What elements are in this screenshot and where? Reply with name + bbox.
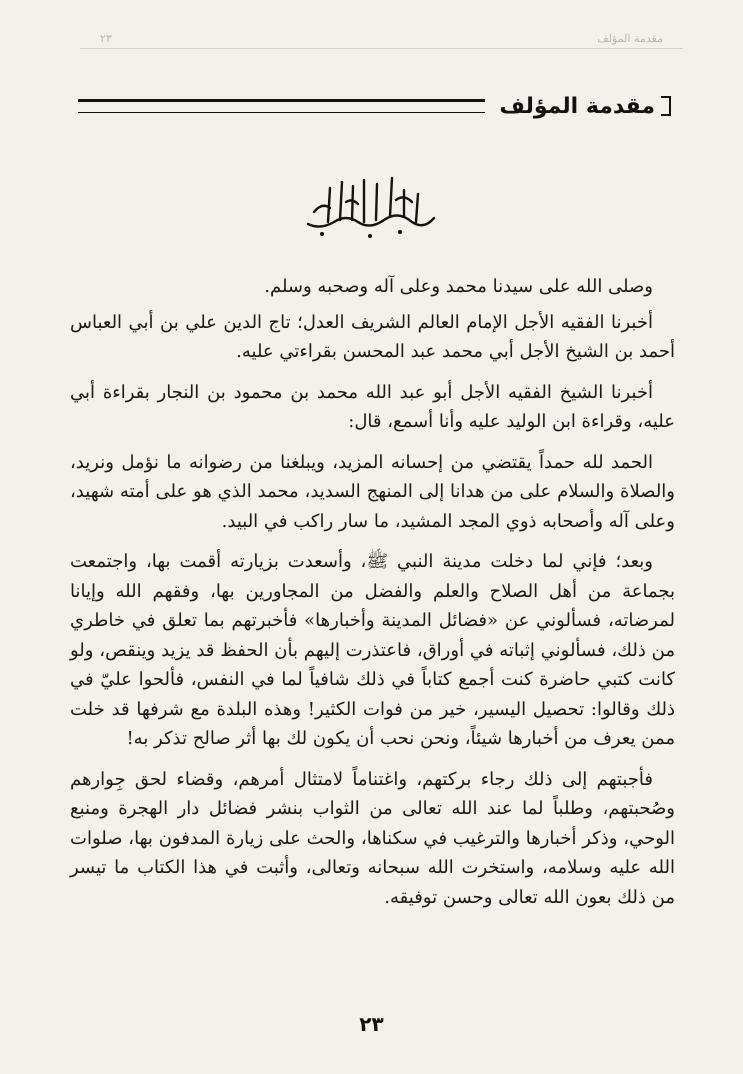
running-header-title: مقدمة المؤلف bbox=[597, 32, 663, 45]
paragraph: أخبرنا الفقيه الأجل الإمام العالم الشريف العدل؛ تاج الدين علي بن أبي العباس أحمد بن الشيخ الأجل أبي محمد عبد المحسن بقراءتي عليه. bbox=[70, 311, 675, 362]
paragraph: وصلى الله على سيدنا محمد وعلى آله وصحبه وسلم. bbox=[264, 276, 653, 297]
heading-ornament-icon bbox=[661, 96, 671, 116]
heading-rule bbox=[78, 99, 485, 113]
chapter-heading bbox=[78, 88, 671, 124]
chapter-title: مقدمة المؤلف bbox=[499, 93, 655, 119]
paragraph: فأجبتهم إلى ذلك رجاء بركتهم، واغتناماً لامتثال أمرهم، وقضاء لحق جِوارهم وصُحبتهم، وطلباً لما عند الله تعالى من الثواب بنشر فضائل دار الهجرة ومنبع الوحي، وذكر أخبارها والترغيب في سكناها، والحث على زيارة المدفون بها، صلوات الله عليه وسلامه، واستخرت الله سبحانه وتعالى، وأثبت في هذا الكتاب ما تيسر من ذلك بعون الله تعالى وحسن توفيقه. bbox=[70, 768, 675, 908]
page-number: ٢٣ bbox=[359, 1012, 384, 1036]
paragraph: وبعد؛ فإني لما دخلت مدينة النبي ﷺ، وأسعدت بزيارته أقمت بها، واجتمعت بجماعة من أهل الصلاح والعلم والفضل من المجاورين بها، وفقهم الله وإيانا لمرضاته، فسألوني عن «فضائل المدينة وأخبارها» فأخبرتهم بما تعلق في خاطري من ذلك، فسألوني إثباته في أوراق، فاعتذرت إليهم بأن الحفظ قد يزيد وينقص، ولو كانت كتبي حاضرة كنت أجمع كتاباً في ذلك شافياً لما في النفس، فألحوا عليّ في ذلك وقالوا: تحصيل اليسير، خير من فوات الكثير! وهذه البلدة مع شرفها قد خلت ممن يعرف من أخبارها شيئاً، ونحن نحب أن يكون لك بها أثر صالح تذكر به! bbox=[70, 551, 676, 749]
paragraph: أخبرنا الشيخ الفقيه الأجل أبو عبد الله محمد بن محمود بن النجار بقراءة أبي عليه، وقراءة ابن الوليد عليه وأنا أسمع، قال: bbox=[70, 381, 675, 432]
running-header-page: ٢٣ bbox=[100, 32, 112, 45]
paragraph: الحمد لله حمداً يقتضي من إحسانه المزيد، ويبلغنا من رضوانه ما نؤمل ونريد، والصلاة والسلام على من هدانا إلى المنهج السديد، محمد الذي هو على أمته شهيد، وعلى آله وأصحابه ذوي المجد المشيد، ما سار راكب في البيد. bbox=[70, 451, 675, 532]
running-header bbox=[80, 28, 683, 49]
basmala-calligraphy-icon bbox=[300, 172, 440, 242]
body-text bbox=[70, 272, 675, 923]
